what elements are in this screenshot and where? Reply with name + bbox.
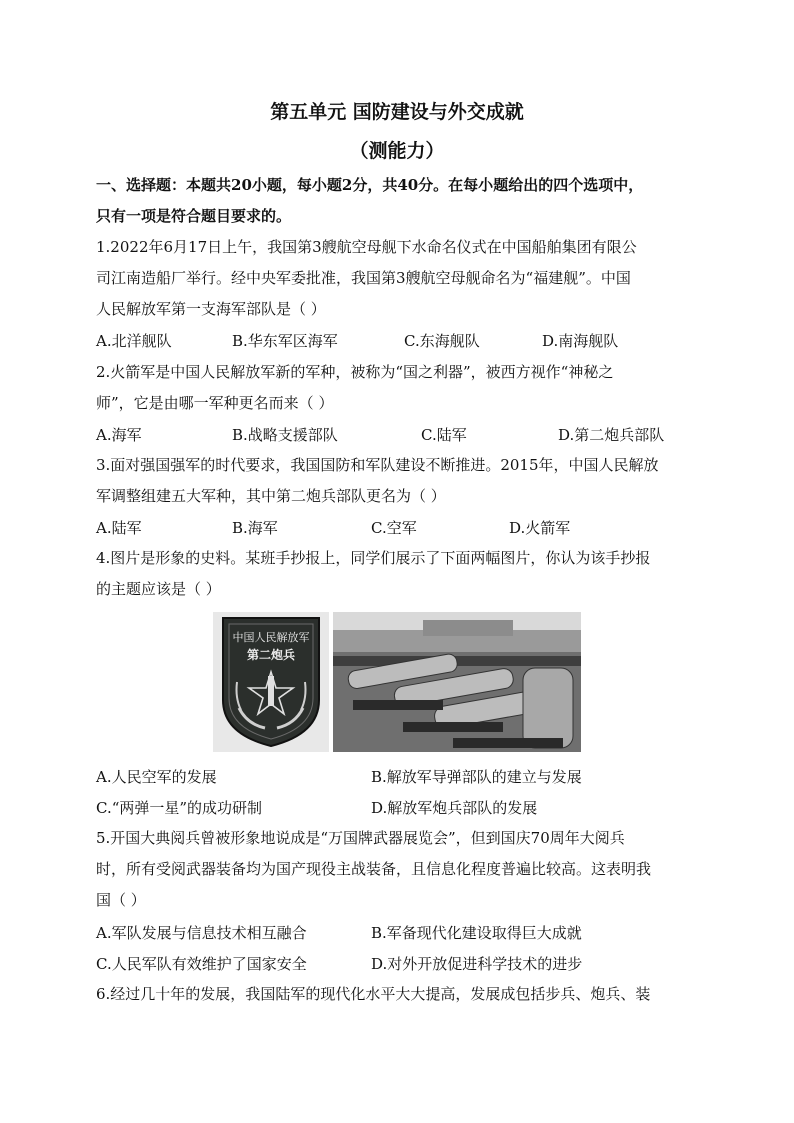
option-b[interactable]: B.军备现代化建设取得巨大成就 [371, 924, 582, 942]
question-1-line-2: 司江南造船厂举行。经中央军委批准，我国第3艘航空母舰命名为“福建舰”。中国 [96, 269, 631, 287]
page-subtitle: （测能力） [349, 140, 445, 162]
option-d[interactable]: D.火箭军 [509, 519, 571, 537]
option-c[interactable]: C.东海舰队 [404, 332, 480, 350]
option-d[interactable]: D.南海舰队 [542, 332, 619, 350]
option-a[interactable]: A.海军 [96, 426, 142, 444]
option-c[interactable]: C.人民军队有效维护了国家安全 [96, 955, 307, 973]
option-a[interactable]: A.陆军 [96, 519, 142, 537]
question-5-line-3: 国（ ） [96, 891, 146, 909]
question-5-line-2: 时，所有受阅武器装备均为国产现役主战装备，且信息化程度普遍比较高。这表明我 [96, 860, 652, 878]
option-d[interactable]: D.第二炮兵部队 [558, 426, 665, 444]
question-1-line-1: 1.2022年6月17日上午，我国第3艘航空母舰下水命名仪式在中国船舶集团有限公 [96, 238, 637, 256]
question-5-options-row-2 [96, 953, 696, 973]
question-4-options-row-2 [96, 797, 696, 817]
question-4-line-2: 的主题应该是（ ） [96, 580, 221, 598]
option-a[interactable]: A.北洋舰队 [96, 332, 172, 350]
question-1-options [96, 330, 696, 350]
question-3-options [96, 517, 696, 537]
option-d[interactable]: D.对外开放促进科学技术的进步 [371, 955, 583, 973]
question-5-options-row-1 [96, 922, 696, 942]
option-b[interactable]: B.解放军导弹部队的建立与发展 [371, 768, 582, 786]
question-4-images [213, 612, 581, 752]
section-heading-line-2: 只有一项是符合题目要求的。 [96, 207, 292, 225]
question-6-line-1: 6.经过几十年的发展，我国陆军的现代化水平大大提高，发展成包括步兵、炮兵、装 [96, 985, 651, 1003]
missile-parade-photo [333, 612, 581, 752]
option-c[interactable]: C.陆军 [421, 426, 467, 444]
badge-text-line-1: 中国人民解放军 [232, 631, 310, 644]
badge-text-line-2: 第二炮兵 [246, 648, 296, 662]
question-3-line-2: 军调整组建五大军种，其中第二炮兵部队更名为（ ） [96, 487, 446, 505]
option-d[interactable]: D.解放军炮兵部队的发展 [371, 799, 538, 817]
option-a[interactable]: A.人民空军的发展 [96, 768, 217, 786]
option-b[interactable]: B.战略支援部队 [232, 426, 338, 444]
option-b[interactable]: B.海军 [232, 519, 278, 537]
question-4-options-row-1 [96, 766, 696, 786]
question-2-options [96, 424, 696, 444]
second-artillery-badge-image [213, 612, 329, 752]
question-2-line-2: 师”，它是由哪一军种更名而来（ ） [96, 394, 334, 412]
question-3-line-1: 3.面对强国强军的时代要求，我国国防和军队建设不断推进。2015年，中国人民解放 [96, 456, 659, 474]
question-4-line-1: 4.图片是形象的史料。某班手抄报上，同学们展示了下面两幅图片，你认为该手抄报 [96, 549, 651, 567]
option-a[interactable]: A.军队发展与信息技术相互融合 [96, 924, 307, 942]
question-2-line-1: 2.火箭军是中国人民解放军新的军种，被称为“国之利器”，被西方视作“神秘之 [96, 363, 614, 381]
option-c[interactable]: C.空军 [371, 519, 417, 537]
section-heading-line-1: 一、选择题：本题共20小题，每小题2分，共40分。在每小题给出的四个选项中， [96, 176, 644, 194]
question-1-line-3: 人民解放军第一支海军部队是（ ） [96, 300, 326, 318]
option-b[interactable]: B.华东军区海军 [232, 332, 338, 350]
option-c[interactable]: C.“两弹一星”的成功研制 [96, 799, 263, 817]
page-title: 第五单元 国防建设与外交成就 [270, 101, 524, 123]
question-5-line-1: 5.开国大典阅兵曾被形象地说成是“万国牌武器展览会”，但到国庆70周年大阅兵 [96, 829, 625, 847]
